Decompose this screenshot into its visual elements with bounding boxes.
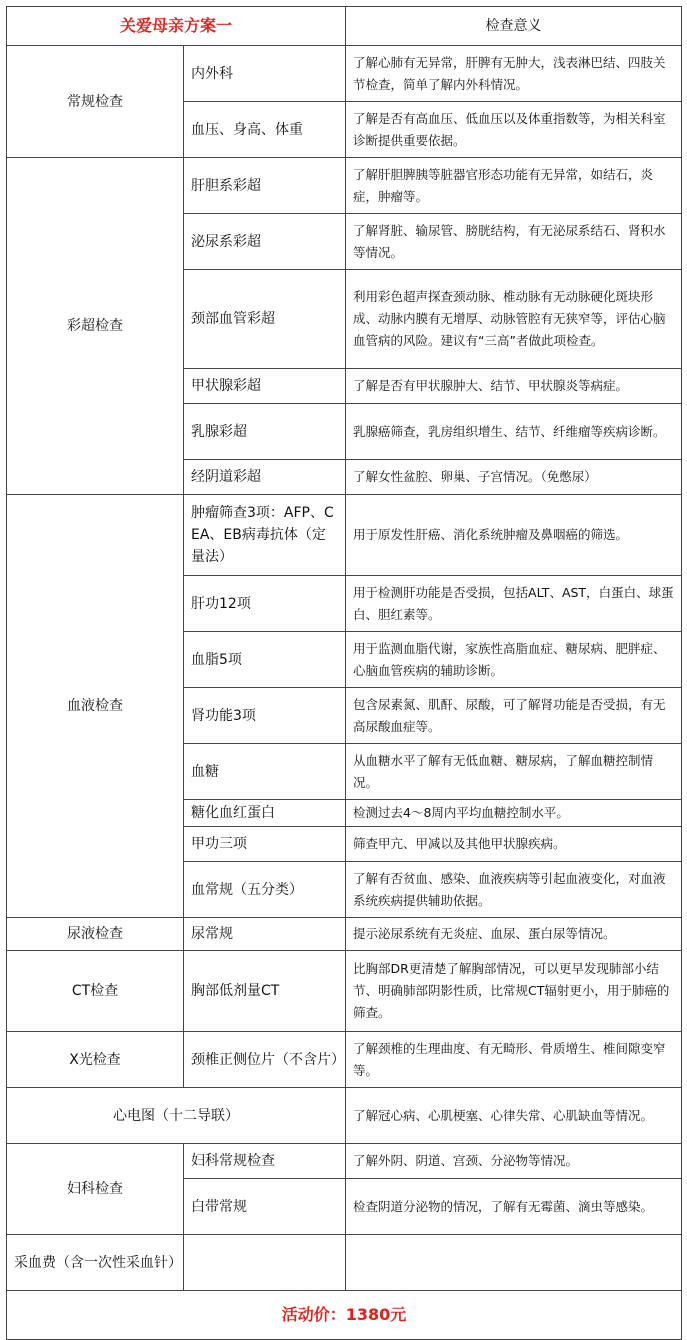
category-xray: X光检查 bbox=[7, 1032, 184, 1088]
item-desc: 了解外阴、阴道、宫颈、分泌物等情况。 bbox=[346, 1144, 682, 1179]
item-desc: 了解是否有甲状腺肿大、结节、甲状腺炎等病症。 bbox=[346, 369, 682, 404]
item-desc: 了解冠心病、心肌梗塞、心律失常、心肌缺血等情况。 bbox=[346, 1088, 682, 1144]
item-name: 颈椎正侧位片（不含片） bbox=[184, 1032, 346, 1088]
item-desc: 用于检测肝功能是否受损，包括ALT、AST，白蛋白、球蛋白、胆红素等。 bbox=[346, 576, 682, 632]
table-row bbox=[7, 951, 682, 1032]
table-row bbox=[7, 158, 682, 214]
item-name: 胸部低剂量CT bbox=[184, 951, 346, 1032]
item-name: 泌尿系彩超 bbox=[184, 214, 346, 270]
table-row bbox=[7, 46, 682, 102]
item-desc: 了解肝胆脾胰等脏器官形态功能有无异常，如结石，炎症，肿瘤等。 bbox=[346, 158, 682, 214]
item-name: 尿常规 bbox=[184, 918, 346, 951]
empty-cell bbox=[184, 1235, 346, 1291]
item-name: 甲状腺彩超 bbox=[184, 369, 346, 404]
item-desc: 了解是否有高血压、低血压以及体重指数等，为相关科室诊断提供重要依据。 bbox=[346, 102, 682, 158]
category-ultrasound: 彩超检查 bbox=[7, 158, 184, 495]
table-row bbox=[7, 1235, 682, 1291]
item-desc: 了解女性盆腔、卵巢、子宫情况。（免憋尿） bbox=[346, 460, 682, 495]
item-name: 内外科 bbox=[184, 46, 346, 102]
item-name: 肾功能3项 bbox=[184, 688, 346, 744]
price-row bbox=[7, 1291, 682, 1340]
category-blood: 血液检查 bbox=[7, 495, 184, 918]
item-name: 妇科常规检查 bbox=[184, 1144, 346, 1179]
item-desc: 了解心肺有无异常，肝脾有无肿大，浅表淋巴结、四肢关节检查，简单了解内外科情况。 bbox=[346, 46, 682, 102]
item-name: 肿瘤筛查3项：AFP、CEA、EB病毒抗体（定量法） bbox=[184, 495, 346, 576]
table-row bbox=[7, 1088, 682, 1144]
item-desc: 了解有否贫血、感染、血液疾病等引起血液变化，对血液系统疾病提供辅助依据。 bbox=[346, 862, 682, 918]
category-blood-draw: 采血费（含一次性采血针） bbox=[7, 1235, 184, 1291]
item-desc: 检查阴道分泌物的情况，了解有无霉菌、滴虫等感染。 bbox=[346, 1179, 682, 1235]
item-desc: 包含尿素氮、肌酐、尿酸，可了解肾功能是否受损，有无高尿酸血症等。 bbox=[346, 688, 682, 744]
item-name: 血压、身高、体重 bbox=[184, 102, 346, 158]
item-name: 糖化血红蛋白 bbox=[184, 800, 346, 827]
item-name: 肝功12项 bbox=[184, 576, 346, 632]
item-desc: 利用彩色超声探查颈动脉、椎动脉有无动脉硬化斑块形成、动脉内膜有无增厚、动脉管腔有无狭窄等，评估心脑血管病的风险。建议有“三高”者做此项检查。 bbox=[346, 270, 682, 369]
item-desc: 了解肾脏、输尿管、膀胱结构，有无泌尿系结石、肾积水等情况。 bbox=[346, 214, 682, 270]
item-name: 血常规（五分类） bbox=[184, 862, 346, 918]
empty-cell bbox=[346, 1235, 682, 1291]
category-urine: 尿液检查 bbox=[7, 918, 184, 951]
header-row bbox=[7, 7, 682, 46]
item-desc: 从血糖水平了解有无低血糖、糖尿病，了解血糖控制情况。 bbox=[346, 744, 682, 800]
category-ct: CT检查 bbox=[7, 951, 184, 1032]
item-name: 甲功三项 bbox=[184, 827, 346, 862]
item-desc: 比胸部DR更清楚了解胸部情况，可以更早发现肺部小结节、明确肺部阴影性质，比常规CT辐射更小，用于肺癌的筛查。 bbox=[346, 951, 682, 1032]
item-desc: 检测过去4～8周内平均血糖控制水平。 bbox=[346, 800, 682, 827]
item-name: 经阴道彩超 bbox=[184, 460, 346, 495]
item-desc: 用于监测血脂代谢，家族性高脂血症、糖尿病、肥胖症、心脑血管疾病的辅助诊断。 bbox=[346, 632, 682, 688]
table-row bbox=[7, 918, 682, 951]
table-row bbox=[7, 1032, 682, 1088]
item-name: 白带常规 bbox=[184, 1179, 346, 1235]
item-desc: 乳腺癌筛查，乳房组织增生、结节、纤维瘤等疾病诊断。 bbox=[346, 404, 682, 460]
item-desc: 用于原发性肝癌、消化系统肿瘤及鼻咽癌的筛选。 bbox=[346, 495, 682, 576]
item-name: 颈部血管彩超 bbox=[184, 270, 346, 369]
item-desc: 了解颈椎的生理曲度、有无畸形、骨质增生、椎间隙变窄等。 bbox=[346, 1032, 682, 1088]
exam-package-table bbox=[6, 6, 682, 1340]
table-row bbox=[7, 495, 682, 576]
item-name: 血糖 bbox=[184, 744, 346, 800]
package-title: 关爱母亲方案一 bbox=[7, 7, 346, 46]
category-routine: 常规检查 bbox=[7, 46, 184, 158]
table-row bbox=[7, 1144, 682, 1179]
category-gyn: 妇科检查 bbox=[7, 1144, 184, 1235]
meaning-header: 检查意义 bbox=[346, 7, 682, 46]
item-name: 血脂5项 bbox=[184, 632, 346, 688]
promo-price: 活动价：1380元 bbox=[7, 1291, 682, 1340]
item-desc: 提示泌尿系统有无炎症、血尿、蛋白尿等情况。 bbox=[346, 918, 682, 951]
item-name: 乳腺彩超 bbox=[184, 404, 346, 460]
item-name: 肝胆系彩超 bbox=[184, 158, 346, 214]
category-ecg: 心电图（十二导联） bbox=[7, 1088, 346, 1144]
item-desc: 筛查甲亢、甲减以及其他甲状腺疾病。 bbox=[346, 827, 682, 862]
